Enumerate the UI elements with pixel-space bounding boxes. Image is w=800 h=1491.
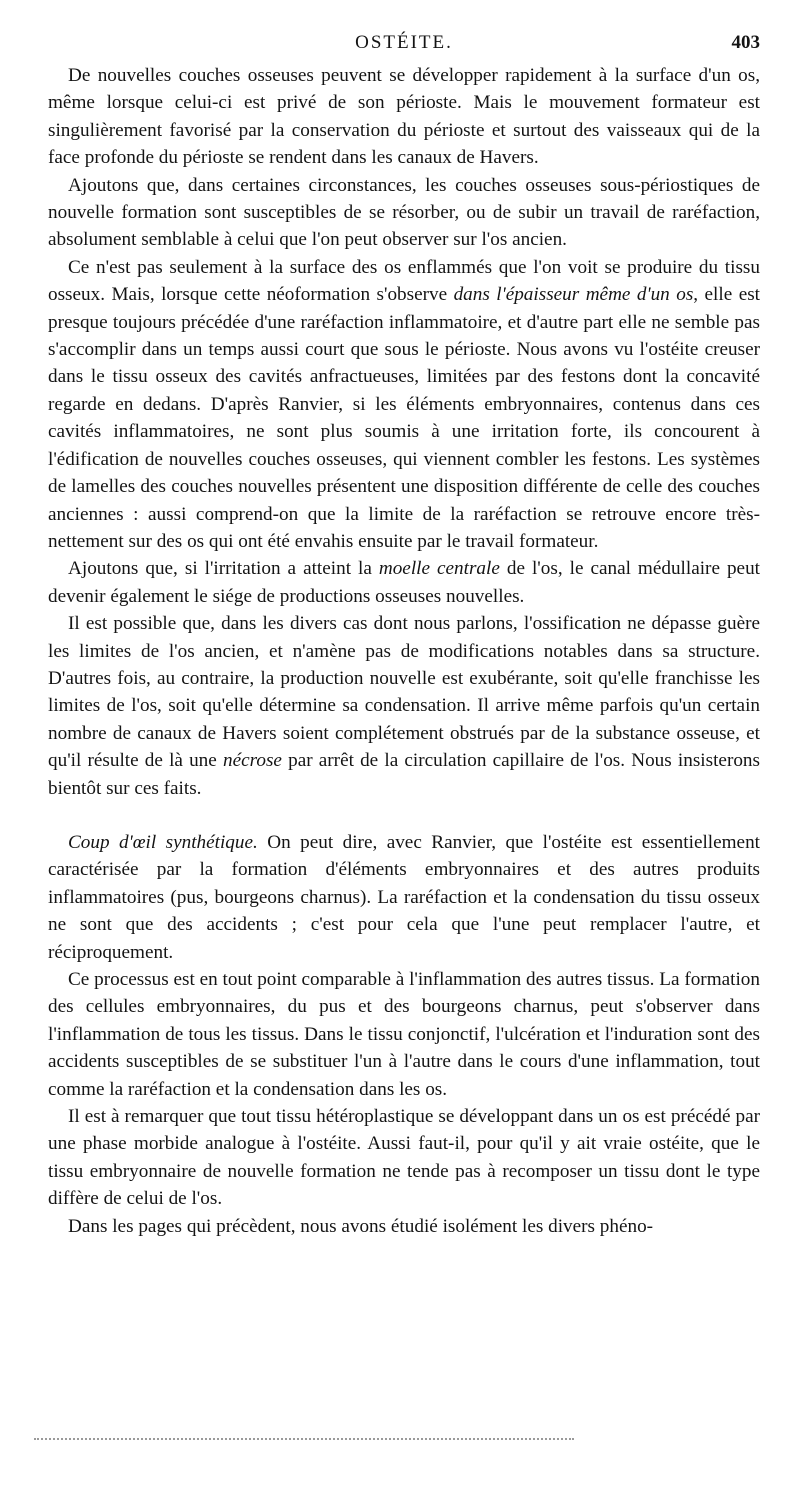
body-text (48, 62, 760, 1240)
italic-emphasis: moelle centrale (378, 558, 500, 580)
paragraph-text: Ajoutons que, si l'irritation a atteint la (68, 558, 379, 580)
paragraph (48, 555, 760, 610)
paragraph-text: par arrêt de la circulation capillaire de l'os. Nous insisterons bientôt sur ces faits. (48, 750, 760, 799)
paragraph-text: , elle est presque toujours précédée d'une raréfaction inflammatoire, et d'autre part elle ne semble pas s'accomplir dans un temps aussi court que sous le périoste. Nous avons vu l'ostéite creuser dans le tissu osseux des cavités anfractueuses, limitées par des festons dont la concavité regarde en dedans. D'après Ranvier, si les éléments embryonnaires, contenus dans ces cavités inflammatoires, ne sont plus soumis à une irritation forte, ils concourent à l'édification de nouvelles couches osseuses, qui viennent combler les festons. Les systèmes de lamelles des couches nouvelles présentent une disposition différente de celle des couches anciennes : aussi comprend-on que la limite de la raréfaction se retrouve encore très-nettement sur des os qui ont été envahis ensuite par le travail formateur. (48, 284, 761, 552)
paragraph: Ajoutons que, dans certaines circonstances, les couches osseuses sous-périostiques de nouvelle formation sont susceptibles de se résorber, ou de subir un travail de raréfaction, absolument semblable à celui que l'on peut observer sur l'os ancien. (48, 174, 760, 251)
section-spacer (48, 802, 760, 829)
italic-emphasis: nécrose (222, 750, 282, 772)
paragraph-text: de l'os, le canal médullaire peut devenir également le siége de productions osseuses nouvelles. (48, 558, 760, 607)
section-paragraph (48, 829, 760, 966)
paragraph: De nouvelles couches osseuses peuvent se développer rapidement à la surface d'un os, même lorsque celui-ci est privé de son périoste. Mais le mouvement formateur est singulièrement favorisé par la conservation du périoste et surtout des vaisseaux qui de la face profonde du périoste se rendent dans les canaux de Havers. (48, 65, 760, 169)
running-title: OSTÉITE. (355, 32, 453, 53)
paragraph (48, 254, 760, 555)
paragraph: Il est à remarquer que tout tissu hétéroplastique se développant dans un os est précédé par une phase morbide analogue à l'ostéite. Aussi faut-il, pour qu'il y ait vraie ostéite, que le tissu embryonnaire de nouvelle formation ne tende pas à recomposer un tissu dont le type diffère de celui de l'os. (48, 1106, 760, 1210)
footer-rule (34, 1438, 574, 1440)
italic-emphasis: dans l'épaisseur même d'un os (453, 284, 694, 306)
page-number: 403 (731, 32, 760, 53)
paragraph-text: Il est possible que, dans les divers cas dont nous parlons, l'ossification ne dépasse guère les limites de l'os ancien, et n'amène pas de modifications notables dans sa structure. D'autres fois, au contraire, la production nouvelle est exubérante, soit qu'elle franchisse les limites de l'os, soit qu'elle détermine sa condensation. Il arrive même parfois qu'un certain nombre de canaux de Havers soient complétement obstrués par de la substance osseuse, et qu'il résulte de là une (48, 613, 760, 772)
section-heading: Coup d'œil synthétique. (68, 831, 258, 853)
running-header (48, 28, 760, 56)
paragraph-text: On peut dire, avec Ranvier, que l'ostéite est essentiellement caractérisée par la formation d'éléments embryonnaires et des autres produits inflammatoires (pus, bourgeons charnus). La raréfaction et la condensation du tissu osseux ne sont que des accidents ; c'est pour cela que l'une peut remplacer l'autre, et réciproquement. (48, 831, 760, 963)
paragraph: Dans les pages qui précèdent, nous avons étudié isolément les divers phéno- (68, 1215, 654, 1237)
paragraph: Ce processus est en tout point comparable à l'inflammation des autres tissus. La formation des cellules embryonnaires, du pus et des bourgeons charnus, peut s'observer dans l'inflammation de tous les tissus. Dans le tissu conjonctif, l'ulcération et l'induration sont des accidents susceptibles de se substituer l'un à l'autre dans le cours d'une inflammation, tout comme la raréfaction et la condensation dans les os. (48, 969, 760, 1100)
paragraph-text: Ce n'est pas seulement à la surface des os enflammés que l'on voit se produire du tissu osseux. Mais, lorsque cette néoformation s'observe (48, 256, 760, 306)
paragraph (48, 610, 760, 802)
